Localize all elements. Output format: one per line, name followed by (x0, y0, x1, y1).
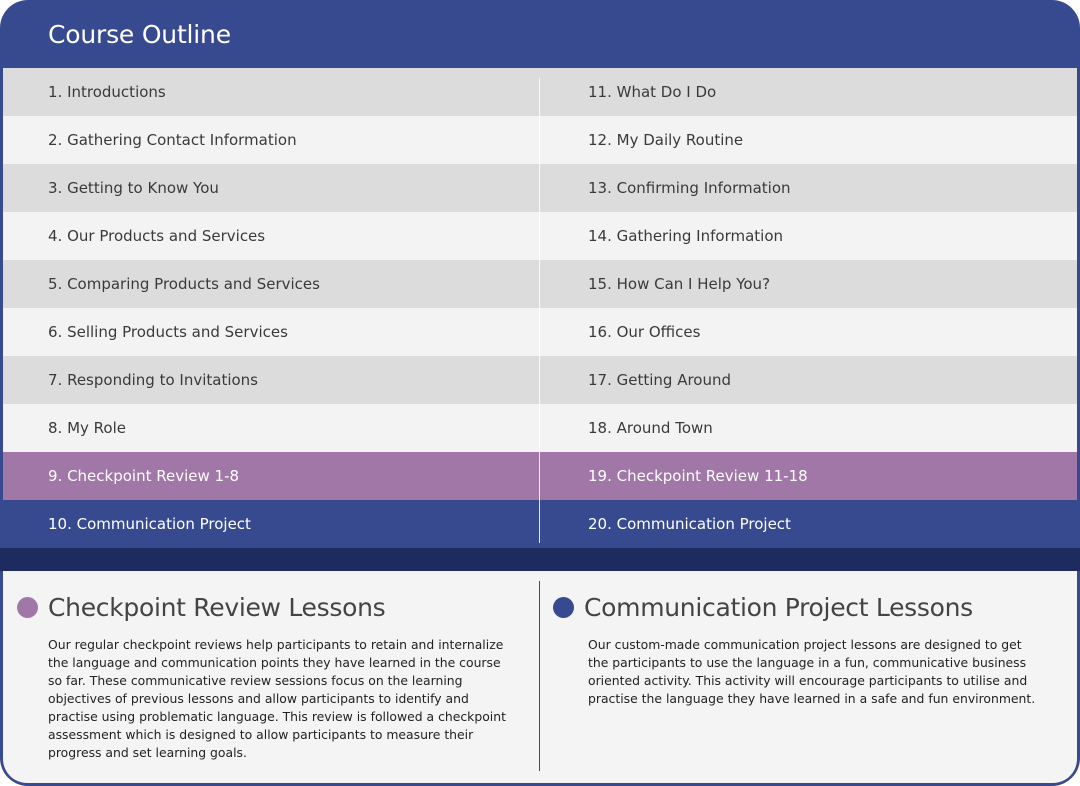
list-item: 6. Selling Products and Services (3, 308, 540, 356)
list-item: 4. Our Products and Services (3, 212, 540, 260)
lesson-list-right-column (540, 68, 1077, 548)
list-item: 5. Comparing Products and Services (3, 260, 540, 308)
project-dot-icon (553, 597, 574, 618)
checkpoint-lessons-section (17, 589, 527, 762)
checkpoint-lessons-body: Our regular checkpoint reviews help participants to retain and internalize the language and communication points they have learned in the course so far. These communicative review sessions focus on the learning objectives of previous lessons and allow participants to identify and practise using problematic language. This review is followed a checkpoint assessment which is designed to allow participants to measure their progress and set learning goals. (48, 637, 506, 760)
list-item: 8. My Role (3, 404, 540, 452)
project-lessons-section (553, 589, 1053, 708)
list-item: 7. Responding to Invitations (3, 356, 540, 404)
list-item: 15. How Can I Help You? (540, 260, 1077, 308)
project-lessons-title: Communication Project Lessons (584, 592, 973, 622)
list-item-checkpoint: 19. Checkpoint Review 11-18 (540, 452, 1077, 500)
list-item: 13. Confirming Information (540, 164, 1077, 212)
list-item: 17. Getting Around (540, 356, 1077, 404)
list-item: 3. Getting to Know You (3, 164, 540, 212)
list-item: 1. Introductions (3, 68, 540, 116)
list-item: 11. What Do I Do (540, 68, 1077, 116)
checkpoint-lessons-heading (17, 589, 527, 625)
lesson-descriptions (3, 571, 1077, 783)
list-item: 16. Our Offices (540, 308, 1077, 356)
lesson-list-left-column (3, 68, 540, 548)
checkpoint-lessons-title: Checkpoint Review Lessons (48, 592, 386, 622)
column-divider (539, 78, 540, 543)
page-title: Course Outline (48, 20, 231, 49)
list-item: 2. Gathering Contact Information (3, 116, 540, 164)
list-item: 18. Around Town (540, 404, 1077, 452)
lesson-list (3, 68, 1077, 548)
header (0, 0, 1080, 68)
checkpoint-dot-icon (17, 597, 38, 618)
project-lessons-heading (553, 589, 1053, 625)
list-item-checkpoint: 9. Checkpoint Review 1-8 (3, 452, 540, 500)
project-lessons-body: Our custom-made communication project lessons are designed to get the participants to use the language in a fun, communicative business oriented activity. This activity will encourage participants to utilise and practise the language they have learned in a safe and fun environment. (588, 637, 1036, 706)
list-item: 14. Gathering Information (540, 212, 1077, 260)
lesson-divider (539, 581, 540, 771)
list-item-project: 10. Communication Project (3, 500, 540, 548)
list-item: 12. My Daily Routine (540, 116, 1077, 164)
list-item-project: 20. Communication Project (540, 500, 1077, 548)
section-divider-band (0, 548, 1080, 571)
